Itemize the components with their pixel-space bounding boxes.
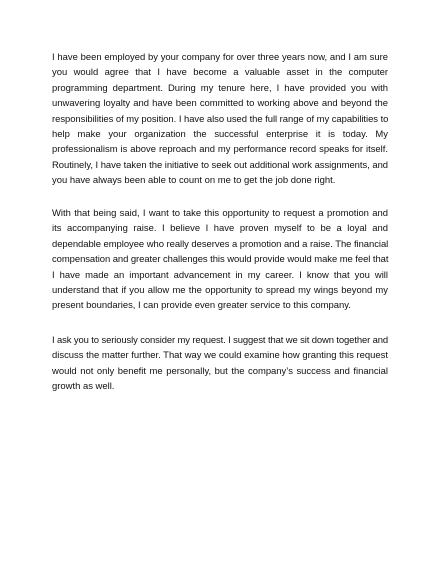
text-line: discuss the matter further. That way we could examine how granting this request bbox=[52, 350, 388, 362]
text-line: Routinely, I have taken the initiative to seek out additional work assignments, and bbox=[52, 159, 388, 171]
text-line: I ask you to seriously consider my request. I suggest that we sit down together and bbox=[52, 335, 389, 346]
text-line: unwavering loyalty and have been committed to working above and beyond the bbox=[52, 98, 388, 110]
letter-paragraph-2 bbox=[52, 206, 388, 314]
letter-paragraph-3 bbox=[52, 333, 388, 395]
text-line: responsibilities of my position. I have also used the full range of my capabilities to bbox=[52, 113, 389, 125]
text-line: I have been employed by your company for over three years now, and I am sure bbox=[52, 52, 388, 63]
letter-paragraph-1 bbox=[52, 50, 388, 189]
text-line: professionalism is above reproach and my performance record speaks for itself. bbox=[52, 144, 388, 156]
text-line: With that being said, I want to take this opportunity to request a promotion and bbox=[52, 208, 388, 219]
text-line: compensation and greater challenges this would provide would make me feel that bbox=[52, 254, 389, 266]
text-line: you would agree that I have become a valuable asset in the computer bbox=[52, 67, 388, 79]
text-line: would not only benefit me personally, but the company’s success and financial bbox=[52, 365, 388, 377]
text-line: present boundaries, I can provide even greater service to this company. bbox=[52, 300, 351, 312]
text-line: understand that if you allow me the opportunity to spread my wings beyond my bbox=[52, 285, 388, 297]
text-line: programming department. During my tenure here, I have provided you with bbox=[52, 82, 388, 94]
text-line: dependable employee who really deserves a promotion and a raise. The financial bbox=[52, 238, 389, 250]
text-line: I have made an important advancement in my career. I know that you will bbox=[52, 269, 388, 281]
text-line: its accompanying raise. I believe I have proven myself to be a loyal and bbox=[52, 223, 388, 235]
text-line: help make your organization the successful enterprise it is today. My bbox=[52, 129, 388, 141]
text-line: you have always been able to count on me to get the job done right. bbox=[52, 175, 336, 187]
text-line: growth as well. bbox=[52, 381, 115, 393]
